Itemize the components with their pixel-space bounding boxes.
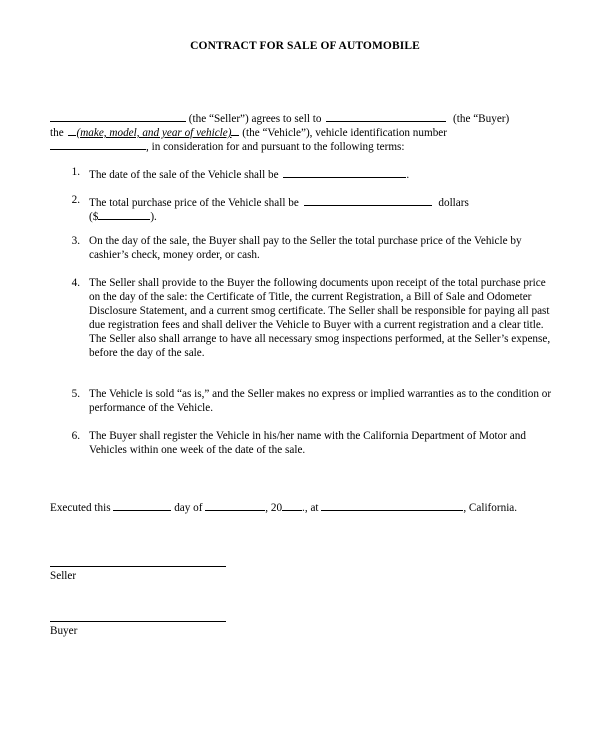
consideration-phrase: , in consideration for and pursuant to the following terms: [146, 141, 405, 153]
executed-this-label: Executed this [50, 502, 111, 514]
year-blank[interactable] [282, 499, 302, 511]
term-number: 4. [71, 277, 80, 289]
vin-blank[interactable] [50, 138, 146, 150]
buyer-signature-line[interactable] [50, 621, 226, 622]
buyer-name-blank[interactable] [326, 110, 446, 122]
term-2-line-2 [89, 208, 157, 224]
seller-label: Seller [50, 570, 77, 582]
term-1 [89, 166, 409, 182]
term-3-text: On the day of the sale, the Buyer shall pay to the Seller the total purchase price of the Vehicle by cashier’s check, money order, or cash. [89, 235, 522, 261]
term-number: 1. [71, 166, 80, 178]
term-2-text: The total purchase price of the Vehicle shall be [89, 197, 299, 209]
buyer-label: Buyer [50, 625, 78, 637]
dollar-prefix: ($ [89, 211, 99, 223]
month-blank[interactable] [205, 499, 265, 511]
term-6-text: The Buyer shall register the Vehicle in his/her name with the California Department of Motor and Vehicles within one week of the date of the sale. [89, 430, 526, 456]
term-number: 5. [71, 388, 80, 400]
term-4-text: The Seller shall provide to the Buyer the following documents upon receipt of the total purchase price on the day of the sale: the Certificate of Title, the current Registration, a Bill of Sale and Odometer Disclosure Statement, and a current smog certificate. The Seller shall be responsible for paying all past due registration fees and shall deliver the Vehicle to Buyer with a current registration and a clear title. The Seller also shall arrange to have all necessary smog inspections performed, at the Seller’s expense, before the day of the sale. [89, 277, 551, 359]
sale-date-blank[interactable] [283, 166, 406, 178]
the-word: the [50, 127, 64, 139]
term-number: 6. [71, 430, 80, 442]
vehicle-blank-tail [231, 124, 239, 136]
intro-line-3 [50, 138, 405, 154]
seller-signature-line[interactable] [50, 566, 226, 567]
term-number: 2. [71, 194, 80, 206]
seller-name-blank[interactable] [50, 110, 186, 122]
day-of-label: day of [174, 502, 203, 514]
term-1-after: . [406, 169, 410, 181]
document-title: CONTRACT FOR SALE OF AUTOMOBILE [190, 40, 420, 52]
year-prefix: , 20 [265, 502, 283, 514]
state-label: , California. [463, 502, 518, 514]
at-label: ., at [302, 502, 319, 514]
price-number-blank[interactable] [98, 208, 150, 220]
term-5-text: The Vehicle is sold “as is,” and the Seller makes no express or implied warranties as to the condition or performance of the Vehicle. [89, 388, 552, 414]
day-number-blank[interactable] [113, 499, 171, 511]
city-blank[interactable] [321, 499, 463, 511]
dollars-word: dollars [438, 197, 469, 209]
dollar-suffix: ). [150, 211, 157, 223]
execution-line [50, 499, 517, 515]
vehicle-phrase: (the “Vehicle”), vehicle identification number [242, 127, 447, 139]
buyer-phrase: (the “Buyer) [453, 113, 510, 125]
term-1-text: The date of the sale of the Vehicle shall be [89, 169, 279, 181]
vehicle-description-field[interactable]: (make, model, and year of vehicle) [76, 127, 232, 139]
price-words-blank[interactable] [304, 194, 432, 206]
term-number: 3. [71, 235, 80, 247]
seller-phrase: (the “Seller”) agrees to sell to [188, 113, 322, 125]
